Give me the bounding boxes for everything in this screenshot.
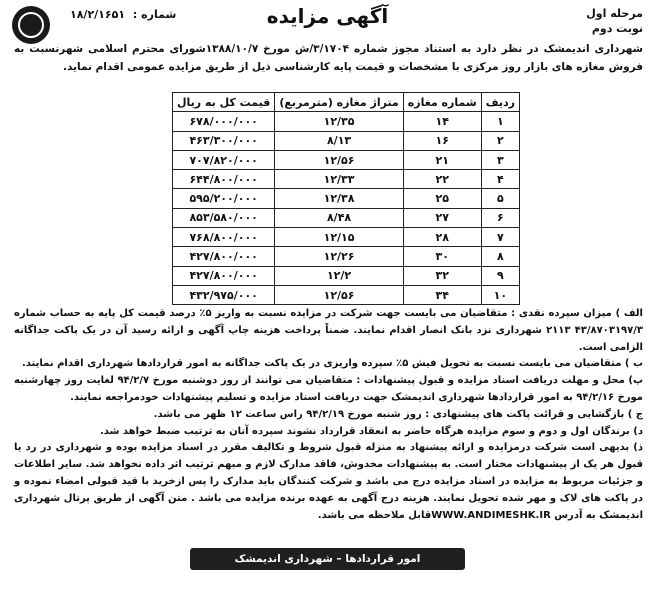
cell: ۲ — [481, 131, 519, 150]
table-row — [173, 189, 520, 208]
term-pe: پ) محل و مهلت دریافت اسناد مزایده و قبول پیشنهادات : متقاضیان می توانند از روز دوشنبه مورخ ۹۴/۲/۷ لغایت روز چهارشنبه مورخ ۹۴/۲/۱۶ به امور قراردادها شهرداری اندیمشک جهت دریافت اسناد مزایده و تسلیم پیشنهادات خودمراجعه نمایند. — [14, 375, 643, 403]
table-row — [173, 170, 520, 189]
table-row — [173, 131, 520, 150]
table-row — [173, 285, 520, 304]
stage-line-1: مرحله اول — [586, 7, 643, 20]
cell: ۷۰۷/۸۲۰/۰۰۰ — [173, 150, 275, 169]
intro-text: شهرداری اندیمشک در نظر دارد به استناد مجوز شماره ۳/۱۷۰۴/ش مورخ ۱۳۸۸/۱۰/۷شورای محترم اسلامی شهرنسبت به فروش مغازه های بازار روز مرکزی با مشخصات و قیمت پایه کارشناسی ذیل از طریق مزایده عمومی اقدام نماید. — [14, 43, 643, 73]
term-ze: ذ) بدیهی است شرکت درمزایده و ارائه پیشنهاد به منزله قبول شروط و تکالیف مقرر در اسناد مزایده بوده و شهرداری در رد یا قبول هر یک از پیشنهادات مختار است. به پیشنهادات مخدوش، فاقد مدارک لازم و مبهم ترتیب اثر داده نخواهد شد. سایر اطلاعات و جزئیات مربوط به مزایده در اسناد مزایده درج می باشد و شرکت کنندگان باید مدارک را پس ازخرید با قید قبولی امضاء نموده و در پاکت های لاک و مهر شده تحویل نمایند. هزینه درج آگهی به عهده برنده مزایده می باشد . متن آگهی از طریق پرتال شهرداری اندیمشک به آدرس WWW.ANDIMESHK.IRقابل ملاحظه می باشد. — [14, 442, 643, 521]
cell: ۶۷۸/۰۰۰/۰۰۰ — [173, 112, 275, 131]
table-header-row — [173, 93, 520, 112]
cell: ۴۲۷/۸۰۰/۰۰۰ — [173, 247, 275, 266]
cell: ۱۲/۳۳ — [275, 170, 403, 189]
cell: ۱۲/۵۶ — [275, 150, 403, 169]
col-header-row-no: ردیف — [481, 93, 519, 112]
notice-number-value: ۱۸/۲/۱۶۵۱ — [70, 8, 126, 21]
cell: ۸ — [481, 247, 519, 266]
cell: ۴ — [481, 170, 519, 189]
cell: ۳ — [481, 150, 519, 169]
cell: ۳۰ — [403, 247, 481, 266]
table-row — [173, 266, 520, 285]
cell: ۱۲/۳۵ — [275, 112, 403, 131]
col-header-area: متراژ مغازه (مترمربع) — [275, 93, 403, 112]
stage-line-2: نوبت دوم — [591, 22, 643, 35]
cell: ۲۸ — [403, 228, 481, 247]
footer-signature: امور قراردادها – شهرداری اندیمشک — [190, 548, 465, 570]
cell: ۵۹۵/۲۰۰/۰۰۰ — [173, 189, 275, 208]
cell: ۴۲۷/۸۰۰/۰۰۰ — [173, 266, 275, 285]
cell: ۲۱ — [403, 150, 481, 169]
cell: ۸/۴۸ — [275, 208, 403, 227]
cell: ۹ — [481, 266, 519, 285]
cell: ۱۲/۲۶ — [275, 247, 403, 266]
term-alef: الف ) میزان سپرده نقدی : متقاضیان می بایست جهت شرکت در مزایده نسبت به واریز ۵٪ درصد قیمت کل پایه به حساب شماره ۴۳/۸۷۰۳۱۹۷/۳ ۲۱۱۳ شهرداری نزد بانک انصار اقدام نمایند. ضمناً پرداخت هزینه چاپ آگهی و ارائه رسید آن در یک پاکت جداگانه الزامی است. — [14, 308, 644, 353]
cell: ۱۲/۵۶ — [275, 285, 403, 304]
cell: ۸۵۳/۵۸۰/۰۰۰ — [173, 208, 275, 227]
table-row — [173, 150, 520, 169]
page-title: آگهی مزایده — [266, 4, 389, 28]
table-row — [173, 208, 520, 227]
cell: ۱۶ — [403, 131, 481, 150]
cell: ۱۲/۲ — [275, 266, 403, 285]
col-header-price: قیمت کل به ریال — [173, 93, 275, 112]
cell: ۱۴ — [403, 112, 481, 131]
table-row — [173, 247, 520, 266]
cell: ۱ — [481, 112, 519, 131]
terms-section — [14, 306, 643, 524]
cell: ۱۲/۳۸ — [275, 189, 403, 208]
cell: ۴۳۲/۹۷۵/۰۰۰ — [173, 285, 275, 304]
cell: ۳۴ — [403, 285, 481, 304]
cell: ۶ — [481, 208, 519, 227]
table-row — [173, 228, 520, 247]
stage-info — [586, 6, 643, 36]
cell: ۲۵ — [403, 189, 481, 208]
cell: ۳۲ — [403, 266, 481, 285]
table-row — [173, 112, 520, 131]
cell: ۶۴۴/۸۰۰/۰۰۰ — [173, 170, 275, 189]
term-dal: د) برندگان اول و دوم و سوم مزایده هرگاه حاضر به انعقاد قرارداد نشوند سپرده آنان به ترتیب ضبط خواهد شد. — [100, 425, 643, 437]
cell: ۷۶۸/۸۰۰/۰۰۰ — [173, 228, 275, 247]
cell: ۴۶۳/۳۰۰/۰۰۰ — [173, 131, 275, 150]
notice-number-label: شماره : — [132, 8, 177, 21]
col-header-shop-no: شماره مغازه — [403, 93, 481, 112]
term-be: ب ) متقاضیان می بایست نسبت به تحویل فیش ۵٪ سپرده واریزی در یک پاکت جداگانه به امور قراردادها شهرداری اقدام نمایند. — [21, 358, 643, 370]
cell: ۱۰ — [481, 285, 519, 304]
cell: ۷ — [481, 228, 519, 247]
cell: ۵ — [481, 189, 519, 208]
shops-table — [172, 92, 520, 305]
cell: ۱۲/۱۵ — [275, 228, 403, 247]
term-jim: ج ) بازگشایی و قرائت پاکت های پیشنهادی : روز شنبه مورخ ۹۴/۲/۱۹ راس ساعت ۱۲ ظهر می باشد. — [153, 408, 643, 420]
cell: ۸/۱۳ — [275, 131, 403, 150]
cell: ۲۷ — [403, 208, 481, 227]
cell: ۲۲ — [403, 170, 481, 189]
